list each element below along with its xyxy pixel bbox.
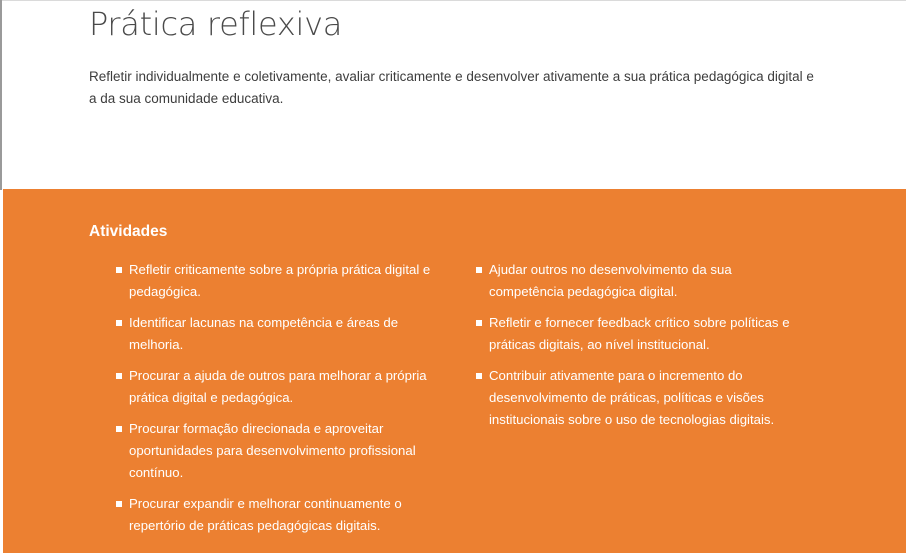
activities-list-left (114, 259, 449, 546)
list-item-text: Refletir criticamente sobre a própria prática digital e pedagógica. (129, 262, 431, 299)
square-bullet-icon (476, 320, 482, 326)
activities-heading: Atividades (89, 223, 168, 240)
activities-list-right (474, 259, 809, 440)
square-bullet-icon (116, 267, 122, 273)
list-item (474, 312, 809, 356)
list-item (114, 418, 449, 484)
list-item (114, 312, 449, 356)
list-item-text: Contribuir ativamente para o incremento do desenvolvimento de práticas, políticas e visões institucionais sobre o uso de tecnologias digitais. (489, 368, 775, 427)
list-item-text: Procurar formação direcionada e aproveitar oportunidades para desenvolvimento profissional contínuo. (129, 421, 416, 480)
list-item-text: Ajudar outros no desenvolvimento da sua competência pedagógica digital. (489, 262, 732, 299)
square-bullet-icon (116, 501, 122, 507)
left-border (0, 0, 2, 190)
page-title: Prática reflexiva (89, 5, 343, 43)
list-item-text: Refletir e fornecer feedback crítico sobre políticas e práticas digitais, ao nível institucional. (489, 315, 790, 352)
list-item-text: Procurar a ajuda de outros para melhorar a própria prática digital e pedagógica. (129, 368, 427, 405)
square-bullet-icon (116, 426, 122, 432)
list-item (114, 259, 449, 303)
list-item (114, 365, 449, 409)
list-item-text: Identificar lacunas na competência e áreas de melhoria. (129, 315, 399, 352)
square-bullet-icon (476, 267, 482, 273)
square-bullet-icon (476, 373, 482, 379)
list-item (474, 259, 809, 303)
list-item (474, 365, 809, 431)
square-bullet-icon (116, 320, 122, 326)
activities-section (3, 189, 906, 553)
page-description: Refletir individualmente e coletivamente, avaliar criticamente e desenvolver ativamente a sua prática pedagógica digital e a da sua comunidade educativa. (89, 69, 814, 106)
list-item-text: Procurar expandir e melhorar continuamente o repertório de práticas pedagógicas digitais. (129, 496, 402, 533)
top-divider (0, 0, 906, 1)
list-item (114, 493, 449, 537)
square-bullet-icon (116, 373, 122, 379)
